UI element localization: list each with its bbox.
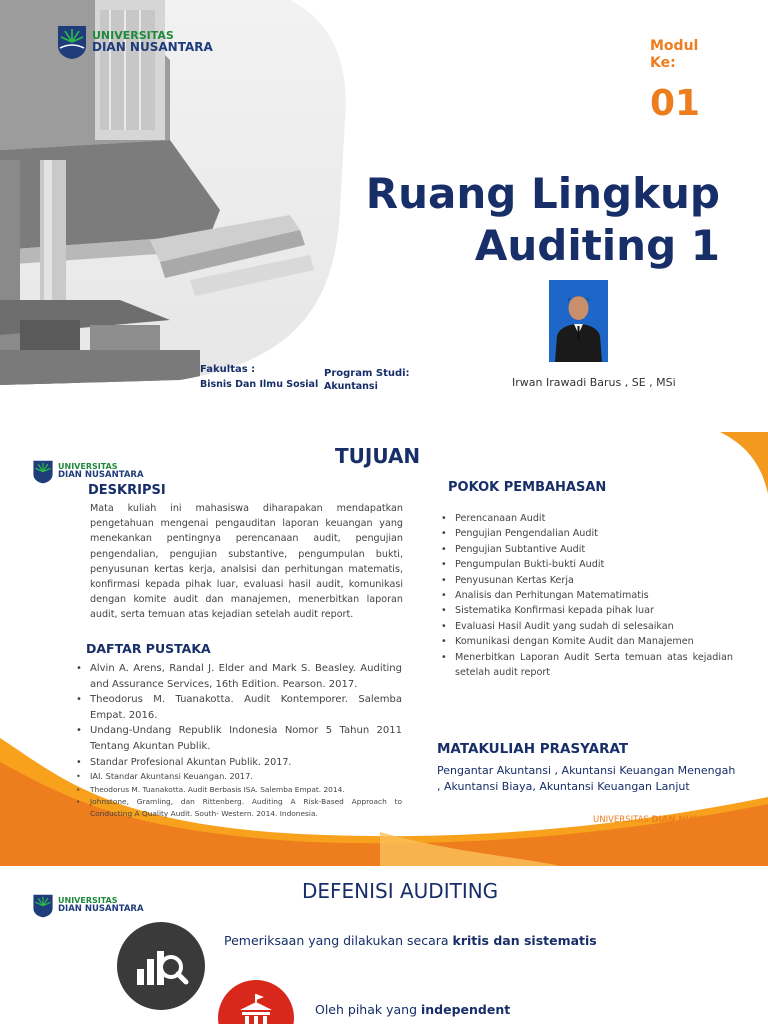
topic-item: • Penyusunan Kertas Kerja <box>437 573 733 588</box>
logo-line-1: UNIVERSITAS <box>92 28 174 42</box>
slide-title: DEFENISI AUDITING <box>302 879 499 903</box>
logo-line-1: UNIVERSITAS <box>58 895 118 905</box>
topic-item: • Komunikasi dengan Komite Audit dan Manajemen <box>437 634 733 649</box>
prerequisite-text: Pengantar Akuntansi , Akuntansi Keuangan Menengah , Akuntansi Biaya, Akuntansi Keuangan Lanjut <box>437 764 736 793</box>
faculty-value: Bisnis Dan Ilmu Sosial <box>200 379 319 390</box>
topic-item: • Pengujian Pengendalian Audit <box>437 526 733 541</box>
definition-item-1 <box>224 933 597 948</box>
bibliography-item: • Theodorus M. Tuanakotta. Audit Kontemporer. Salemba Empat. 2016. <box>72 692 402 723</box>
topic-item: • Pengumpulan Bukti-bukti Audit <box>437 557 733 572</box>
logo-line-1: UNIVERSITAS <box>58 461 118 471</box>
prerequisite-heading: MATAKULIAH PRASYARAT <box>437 741 629 757</box>
faculty-label: Fakultas : <box>200 364 256 375</box>
topic-item: • Evaluasi Hasil Audit yang sudah di selesaikan <box>437 619 733 634</box>
topics-list <box>437 511 733 680</box>
university-emblem-icon <box>56 22 88 60</box>
module-label: Modul Ke: <box>650 38 699 71</box>
module-title-line-2: Auditing 1 <box>474 221 720 270</box>
footer-brand-part-2: DIAN NUSANTARA <box>651 815 738 825</box>
topic-item: • Perencanaan Audit <box>437 511 733 526</box>
description-heading: DESKRIPSI <box>88 483 166 498</box>
topics-heading: POKOK PEMBAHASAN <box>448 480 607 495</box>
bibliography-item: • Standar Profesional Akuntan Publik. 2017. <box>72 755 402 770</box>
bibliography-list <box>72 661 402 819</box>
university-logo-small <box>32 892 144 918</box>
definition-item-1-emphasis: kritis dan sistematis <box>452 933 597 948</box>
topic-item: • Analisis dan Perhitungan Matematimatis <box>437 588 733 603</box>
logo-line-2: DIAN NUSANTARA <box>92 39 213 54</box>
university-emblem-icon <box>32 458 54 484</box>
bibliography-item: • Johnstone, Gramling, dan Rittenberg. Auditing A Risk-Based Approach to Conducting A Quality Audit. South- Western. 2014. Indonesia. <box>72 796 402 820</box>
bibliography-item: • Theodorus M. Tuanakotta. Audit Berbasis ISA. Salemba Empat. 2014. <box>72 783 402 796</box>
cover-slide <box>0 0 768 424</box>
university-logo <box>56 22 213 60</box>
author-name: Irwan Irawadi Barus , SE , MSi <box>512 376 676 389</box>
university-logo-small <box>32 458 144 484</box>
definition-item-2-text: Oleh pihak yang <box>315 1002 421 1017</box>
slide-title: TUJUAN <box>335 444 421 468</box>
bibliography-heading: DAFTAR PUSTAKA <box>86 641 211 656</box>
bibliography-item: • Undang-Undang Republik Indonesia Nomor 5 Tahun 2011 Tentang Akuntan Publik. <box>72 723 402 754</box>
logo-line-2: DIAN NUSANTARA <box>58 903 144 914</box>
definition-item-2-emphasis: independent <box>421 1002 511 1017</box>
topic-item: • Sistematika Konfirmasi kepada pihak luar <box>437 603 733 618</box>
slide-gap <box>0 424 768 432</box>
bibliography-item: • Alvin A. Arens, Randal J. Elder and Mark S. Beasley. Auditing and Assurance Services, 16th Edition. Pearson. 2017. <box>72 661 402 692</box>
topic-item: • Menerbitkan Laporan Audit Serta temuan atas kejadian setelah audit report <box>437 650 733 681</box>
footer-brand-part-1: UNIVERSITAS <box>593 815 652 825</box>
study-program-value: Akuntansi <box>324 381 378 392</box>
objectives-slide <box>0 432 768 866</box>
lecturer-portrait <box>549 280 608 362</box>
bibliography-item: • IAI. Standar Akuntansi Keuangan. 2017. <box>72 770 402 783</box>
chart-magnifier-icon <box>117 922 205 1010</box>
description-text: Mata kuliah ini mahasiswa diharapakan mendapatkan pengetahuan mengenai pengauditan laporan keuangan yang menekankan pentingnya perencanaan audit, pengujian pengendalian, pengujian substantive, pengumpulan bukti, penyusunan kertas kerja, analsisi dan perhitungan matematis, konfirmasi kepada pihak luar, evaluasi hasil audit, komunikasi dengan komite audit dan manajemen, menerbitkan laporan audit, serta temuan atas kejadian setelah audit report. <box>90 503 403 621</box>
institution-building-icon <box>218 980 294 1024</box>
module-title-line-1: Ruang Lingkup <box>365 169 720 218</box>
definition-item-1-text: Pemeriksaan yang dilakukan secara <box>224 933 453 948</box>
definition-slide <box>0 866 768 1024</box>
logo-line-2: DIAN NUSANTARA <box>58 469 144 480</box>
definition-item-2 <box>315 1002 510 1017</box>
module-number: 01 <box>650 83 701 124</box>
university-emblem-icon <box>32 892 54 918</box>
footer-brand <box>593 815 737 825</box>
topic-item: • Pengujian Subtantive Audit <box>437 542 733 557</box>
study-program-label: Program Studi: <box>324 368 410 379</box>
